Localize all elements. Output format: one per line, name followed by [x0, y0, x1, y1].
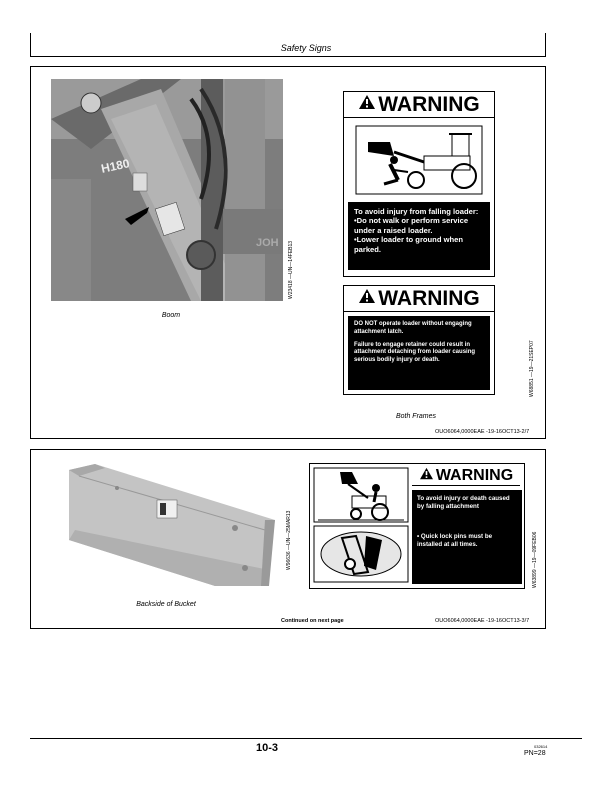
section1-reference: OUO6064,0000EAE -19-16OCT13-2/7	[435, 429, 530, 435]
sign-code-quick-lock: W63899 —19—09FEB06	[532, 531, 538, 588]
warning-triangle-icon	[419, 467, 434, 485]
footer-pn: PN=28	[524, 750, 546, 757]
page-number: 10-3	[256, 742, 279, 754]
header-rule	[30, 56, 546, 57]
section-box-bucket	[30, 449, 546, 629]
falling-attachment-icon	[312, 466, 410, 584]
boom-photo-code: W23418 —UN—14FEB13	[288, 240, 294, 299]
boom-photo	[51, 79, 283, 301]
signs-code: W68851 —19—21SEP07	[529, 340, 535, 397]
warning-triangle-icon	[358, 288, 376, 309]
page-header-title: Safety Signs	[280, 43, 332, 53]
bucket-photo	[65, 460, 279, 586]
footer-small-code: 032614	[534, 744, 548, 749]
warning-triangle-icon	[358, 94, 376, 115]
warning-text-block: To avoid injury from falling loader: •Do not walk or perform service under a raised loader. •Lower loader to ground when parked.	[348, 202, 490, 270]
warning-headline: WARNING	[344, 92, 494, 118]
bucket-photo-code: W96636 —UN—25MAR13	[286, 510, 292, 570]
section2-reference: OUO6064,0000EAE -19-16OCT13-3/7	[435, 618, 530, 624]
warning-sign-attachment-latch	[343, 285, 495, 395]
tractor-loader-icon	[344, 118, 494, 202]
warning-text-block: DO NOT operate loader without engaging attachment latch. Failure to engage retainer could result in attachment detaching from loader causing serious bodily injury or death.	[348, 316, 490, 390]
brand-fragment: JOH	[256, 237, 279, 249]
footer-rule	[30, 738, 582, 739]
bucket-caption: Backside of Bucket	[136, 601, 196, 608]
warning-sign-quick-lock-pins	[309, 463, 525, 589]
both-frames-caption: Both Frames	[395, 413, 437, 420]
continued-note: Continued on next page	[281, 618, 344, 624]
warning-headline: WARNING	[412, 466, 520, 486]
warning-headline: WARNING	[344, 286, 494, 312]
section-box-boom	[30, 66, 546, 439]
warning-text-block: To avoid injury or death caused by falling attachment • Quick lock pins must be installed at all times.	[412, 490, 522, 584]
model-label-h180: H180	[99, 156, 131, 176]
warning-sign-falling-loader	[343, 91, 495, 277]
boom-caption: Boom	[161, 312, 181, 319]
